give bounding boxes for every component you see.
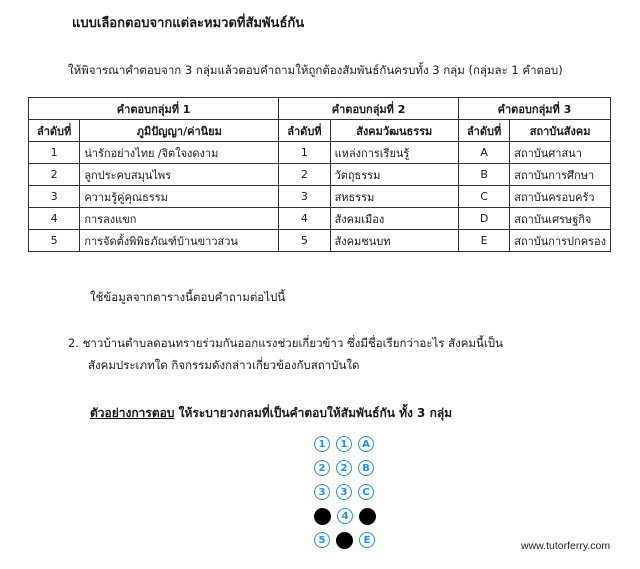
table-cell: D [458, 208, 509, 230]
table-cell: ลูกประคบสมุนไพร [80, 164, 279, 186]
table-cell: 1 [279, 142, 330, 164]
example-instruction [90, 404, 452, 423]
table-cell: สหธรรม [330, 186, 458, 208]
filled-bubble [314, 508, 331, 525]
table-cell: 5 [29, 230, 80, 252]
table-cell: สังคมเมือง [330, 208, 458, 230]
table-cell: B [458, 164, 509, 186]
answer-bubble: A [358, 436, 374, 452]
filled-bubble [336, 532, 353, 549]
filled-bubble [359, 508, 376, 525]
table-cell: 2 [279, 164, 330, 186]
table-cell: สถาบันการปกครอง [510, 230, 611, 252]
answer-bubble: 1 [336, 436, 352, 452]
answer-bubble: 4 [337, 508, 353, 524]
answer-bubble: 2 [336, 460, 352, 476]
answer-bubble: 2 [314, 460, 330, 476]
answer-bubble: 3 [314, 484, 330, 500]
use-data-text: ใช้ข้อมูลจากตารางนี้ตอบคำถามต่อไปนี้ [90, 290, 286, 304]
answer-bubble: 5 [314, 532, 330, 548]
col-header-wisdom: ภูมิปัญญา/ค่านิยม [80, 120, 279, 142]
table-cell: สถาบันศาสนา [510, 142, 611, 164]
answer-bubble-sheet [314, 436, 382, 556]
table-cell: 5 [279, 230, 330, 252]
table-cell: 4 [29, 208, 80, 230]
bubble-row [314, 436, 382, 460]
table-cell: 4 [279, 208, 330, 230]
group-header-3: คำตอบกลุ่มที่ 3 [458, 98, 610, 120]
column-header-row [29, 120, 611, 142]
table-cell: 2 [29, 164, 80, 186]
table-cell: วัตถุธรรม [330, 164, 458, 186]
answer-bubble: C [358, 484, 374, 500]
group-header-row [29, 98, 611, 120]
group-header-1: คำตอบกลุ่มที่ 1 [29, 98, 279, 120]
table-cell: 3 [279, 186, 330, 208]
bubble-row [314, 460, 382, 484]
bubble-row [314, 484, 382, 508]
answer-bubble: B [358, 460, 374, 476]
instruction-text: ให้พิจารณาคำตอบจาก 3 กลุ่มแล้วตอบคำถามให้ถูกต้องสัมพันธ์กันครบทั้ง 3 กลุ่ม (กลุ่มละ 1 คำตอบ) [68, 63, 563, 77]
page-heading: แบบเลือกตอบจากแต่ละหมวดที่สัมพันธ์กัน [72, 16, 305, 31]
table-row [29, 142, 611, 164]
answer-bubble: E [359, 532, 375, 548]
col-header-order-3: ลำดับที่ [458, 120, 509, 142]
bubble-row [314, 532, 382, 556]
group-header-2: คำตอบกลุ่มที่ 2 [279, 98, 459, 120]
col-header-order-1: ลำดับที่ [29, 120, 80, 142]
table-cell: แหล่งการเรียนรู้ [330, 142, 458, 164]
table-cell: สถาบันเศรษฐกิจ [510, 208, 611, 230]
table-cell: การลงแขก [80, 208, 279, 230]
answer-table [28, 97, 611, 252]
col-header-order-2: ลำดับที่ [279, 120, 330, 142]
col-header-institution: สถาบันสังคม [510, 120, 611, 142]
table-cell: การจัดตั้งพิพิธภัณฑ์บ้านขาวสวน [80, 230, 279, 252]
table-cell: 1 [29, 142, 80, 164]
example-label: ตัวอย่างการตอบ [90, 406, 175, 420]
table-cell: น่ารักอย่างไทย /จิตใจงดงาม [80, 142, 279, 164]
question-line-1: 2. ชาวบ้านตำบลดอนทรายร่วมกันออกแรงช่วยเกี่ยวข้าว ซึ่งมีชื่อเรียกว่าอะไร สังคมนี้เป็น [68, 336, 503, 350]
table-row [29, 208, 611, 230]
table-cell: สังคมชนบท [330, 230, 458, 252]
table-cell: A [458, 142, 509, 164]
table-cell: C [458, 186, 509, 208]
table-row [29, 230, 611, 252]
answer-bubble: 1 [314, 436, 330, 452]
table-cell: ความรู้คู่คุณธรรม [80, 186, 279, 208]
table-cell: สถาบันการศึกษา [510, 164, 611, 186]
question-line-2: สังคมประเภทใด กิจกรรมดังกล่าวเกี่ยวข้องกับสถาบันใด [88, 358, 360, 372]
table-cell: สถาบันครอบครัว [510, 186, 611, 208]
table-cell: 3 [29, 186, 80, 208]
answer-bubble: 3 [336, 484, 352, 500]
table-cell: E [458, 230, 509, 252]
watermark: www.tutorferry.com [521, 540, 611, 552]
table-row [29, 186, 611, 208]
bubble-row [314, 508, 382, 532]
example-text: ให้ระบายวงกลมที่เป็นคำตอบให้สัมพันธ์กัน ทั้ง 3 กลุ่ม [174, 406, 453, 420]
col-header-culture: สังคมวัฒนธรรม [330, 120, 458, 142]
table-row [29, 164, 611, 186]
